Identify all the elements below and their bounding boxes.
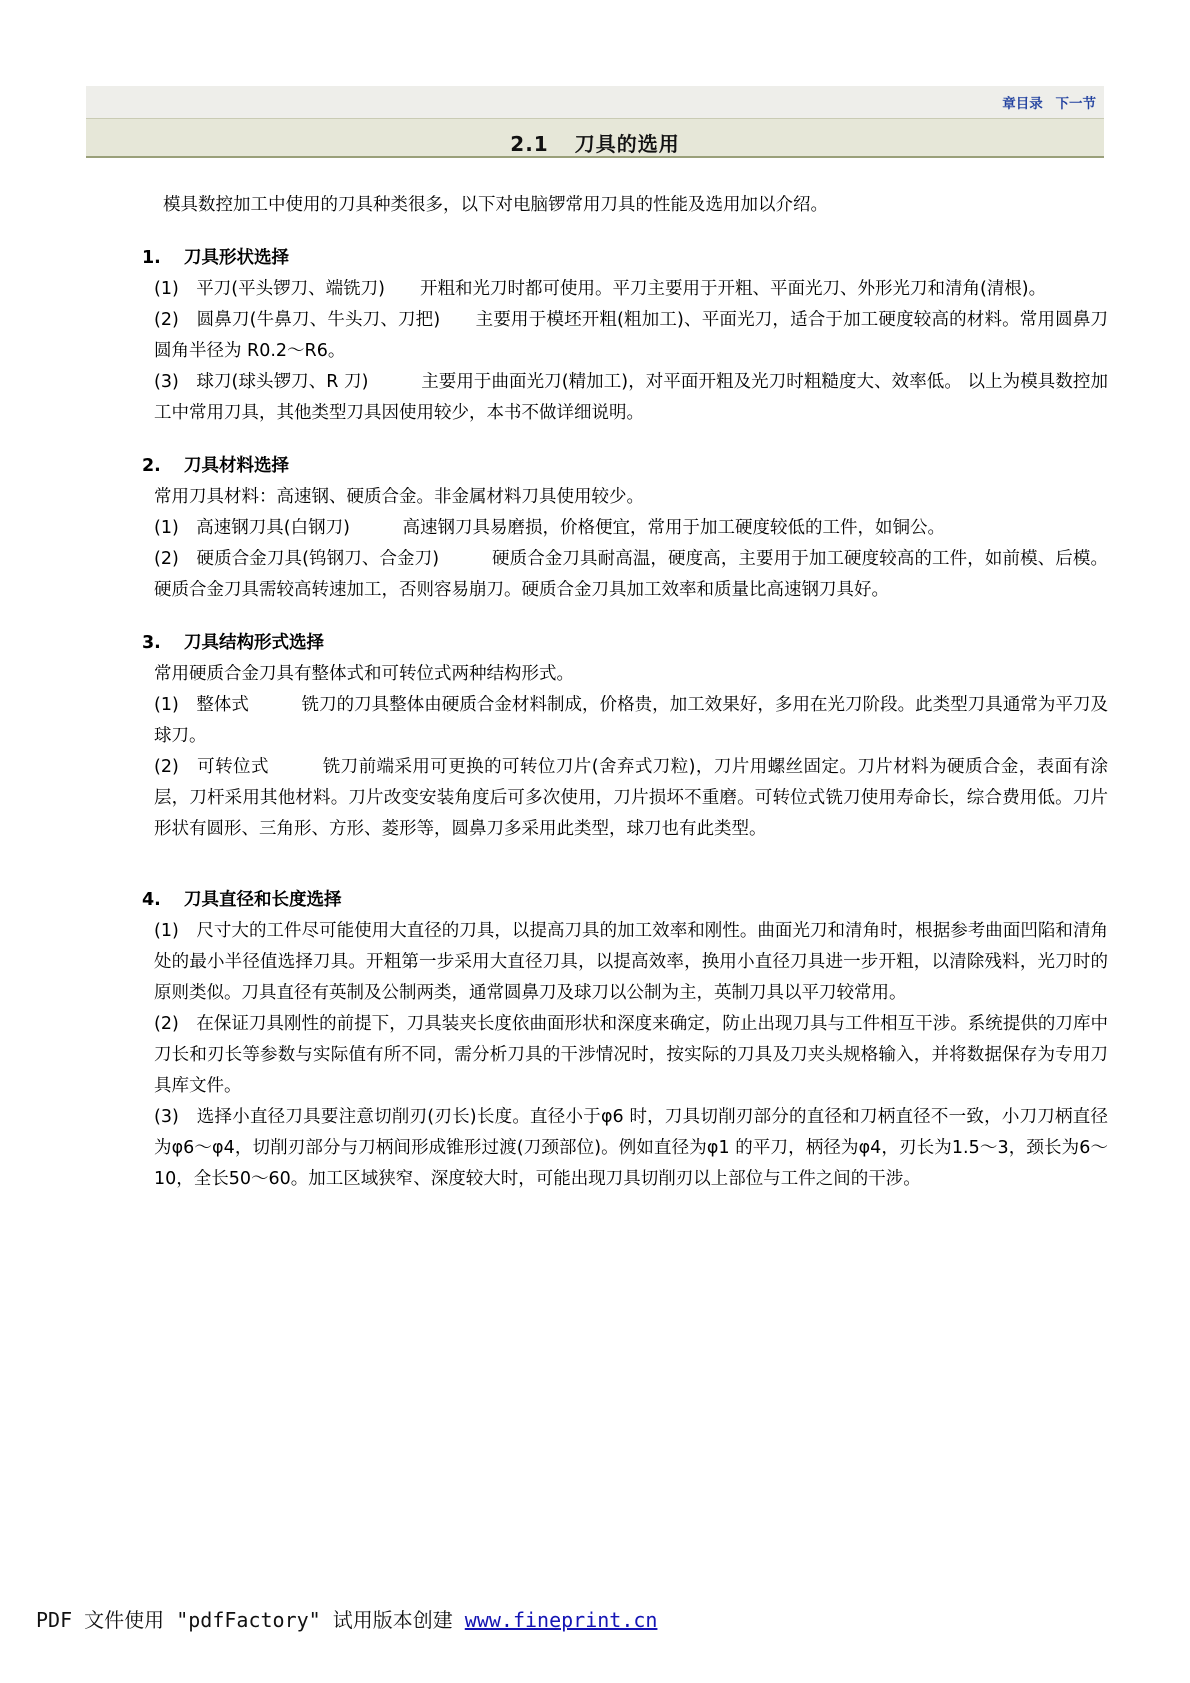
intro-paragraph: 模具数控加工中使用的刀具种类很多，以下对电脑锣常用刀具的性能及选用加以介绍。 [163, 195, 828, 215]
section-number: 2.1 [510, 132, 549, 156]
section-1-item-2-text: (2) 圆鼻刀(牛鼻刀、牛头刀、刀把) 主要用于模坯开粗(粗加工)、平面光刀，适合于加工硬度较高的材料。常用圆鼻刀圆角半径为 R0.2～R6。 [154, 310, 1108, 361]
section-4-item-1-text: (1) 尺寸大的工件尽可能使用大直径的刀具，以提高刀具的加工效率和刚性。曲面光刀和清角时，根据参考曲面凹陷和清角处的最小半径值选择刀具。开粗第一步采用大直径刀具，以提高效率，换用小直径刀具进一步开粗，以清除残料，光刀时的原则类似。刀具直径有英制及公制两类，通常圆鼻刀及球刀以公制为主，英制刀具以平刀较常用。 [154, 921, 1108, 1003]
section-3-item-2 [128, 752, 1108, 845]
page-title [86, 128, 1104, 157]
section-1-heading [128, 243, 1108, 274]
section-3-item-2-text: (2) 可转位式 铣刀前端采用可更换的可转位刀片(舍弃式刀粒)，刀片用螺丝固定。刀片材料为硬质合金，表面有涂层，刀杆采用其他材料。刀片改变安装角度后可多次使用，刀片损坏不重磨。可转位式铣刀使用寿命长，综合费用低。刀片形状有圆形、三角形、方形、菱形等，圆鼻刀多采用此类型，球刀也有此类型。 [154, 757, 1108, 839]
section-title: 刀具的选用 [574, 132, 680, 156]
section-3-lead-text: 常用硬质合金刀具有整体式和可转位式两种结构形式。 [154, 664, 574, 684]
section-1-number: 1. [142, 248, 161, 268]
section-2-item-1 [128, 513, 1108, 544]
top-navigation-bar [86, 86, 1104, 119]
section-2-item-1-text: (1) 高速钢刀具(白钢刀) 高速钢刀具易磨损，价格便宜，常用于加工硬度较低的工件，如铜公。 [154, 518, 945, 538]
navigation-links [994, 92, 1096, 112]
section-3-number: 3. [142, 633, 161, 653]
section-1-item-2 [128, 305, 1108, 367]
section-3-title: 刀具结构形式选择 [184, 633, 324, 653]
section-3-heading [128, 628, 1108, 659]
section-4-item-3 [128, 1102, 1108, 1195]
section-1-item-1-text: (1) 平刀(平头锣刀、端铣刀) 开粗和光刀时都可使用。平刀主要用于开粗、平面光刀、外形光刀和清角(清根)。 [154, 279, 1047, 299]
section-2-number: 2. [142, 456, 161, 476]
next-section-link[interactable]: 下一节 [1055, 96, 1096, 112]
section-title-band [86, 118, 1104, 158]
section-2-item-2 [128, 544, 1108, 606]
section-4-item-2-text: (2) 在保证刀具刚性的前提下，刀具装夹长度依曲面形状和深度来确定，防止出现刀具与工件相互干涉。系统提供的刀库中刀长和刃长等参数与实际值有所不同，需分析刀具的干涉情况时，按实际的刀具及刀夹头规格输入，并将数据保存为专用刀具库文件。 [154, 1014, 1108, 1096]
section-1-item-3-text: (3) 球刀(球头锣刀、R 刀) 主要用于曲面光刀(精加工)，对平面开粗及光刀时粗糙度大、效率低。 以上为模具数控加工中常用刀具，其他类型刀具因使用较少，本书不做详细说明。 [154, 372, 1108, 423]
section-1-title: 刀具形状选择 [184, 248, 289, 268]
section-4-heading [128, 885, 1108, 916]
section-4-item-2 [128, 1009, 1108, 1102]
chapter-toc-link[interactable]: 章目录 [1002, 96, 1043, 112]
section-2-heading [128, 451, 1108, 482]
pdf-watermark-footer [36, 1604, 1156, 1633]
section-4-item-1 [128, 916, 1108, 1009]
section-4-item-3-text: (3) 选择小直径刀具要注意切削刃(刃长)长度。直径小于φ6 时，刀具切削刃部分的直径和刀柄直径不一致，小刀刀柄直径为φ6～φ4，切削刃部分与刀柄间形成锥形过渡(刀颈部位)。例如直径为φ1 的平刀，柄径为φ4，刃长为1.5～3，颈长为6～10，全长50～60。加工区域狭窄、深度较大时，可能出现刀具切削刃以上部位与工件之间的干涉。 [154, 1107, 1108, 1189]
section-3-item-1-text: (1) 整体式 铣刀的刀具整体由硬质合金材料制成，价格贵，加工效果好，多用在光刀阶段。此类型刀具通常为平刀及球刀。 [154, 695, 1108, 746]
watermark-text: PDF 文件使用 "pdfFactory" 试用版本创建 [36, 1608, 465, 1632]
section-2-lead-text: 常用刀具材料：高速钢、硬质合金。非金属材料刀具使用较少。 [154, 487, 644, 507]
fineprint-link[interactable]: www.fineprint.cn [464, 1608, 658, 1632]
section-2-title: 刀具材料选择 [184, 456, 289, 476]
section-4-title: 刀具直径和长度选择 [184, 890, 342, 910]
section-3-item-1 [128, 690, 1108, 752]
document-body [128, 190, 1108, 1195]
section-2-lead [128, 482, 1108, 513]
section-3-lead [128, 659, 1108, 690]
section-1-item-3 [128, 367, 1108, 429]
section-1-item-1 [128, 274, 1108, 305]
section-2-item-2-text: (2) 硬质合金刀具(钨钢刀、合金刀) 硬质合金刀具耐高温，硬度高，主要用于加工硬度较高的工件，如前模、后模。硬质合金刀具需较高转速加工，否则容易崩刀。硬质合金刀具加工效率和质量比高速钢刀具好。 [154, 549, 1108, 600]
section-4-number: 4. [142, 890, 161, 910]
